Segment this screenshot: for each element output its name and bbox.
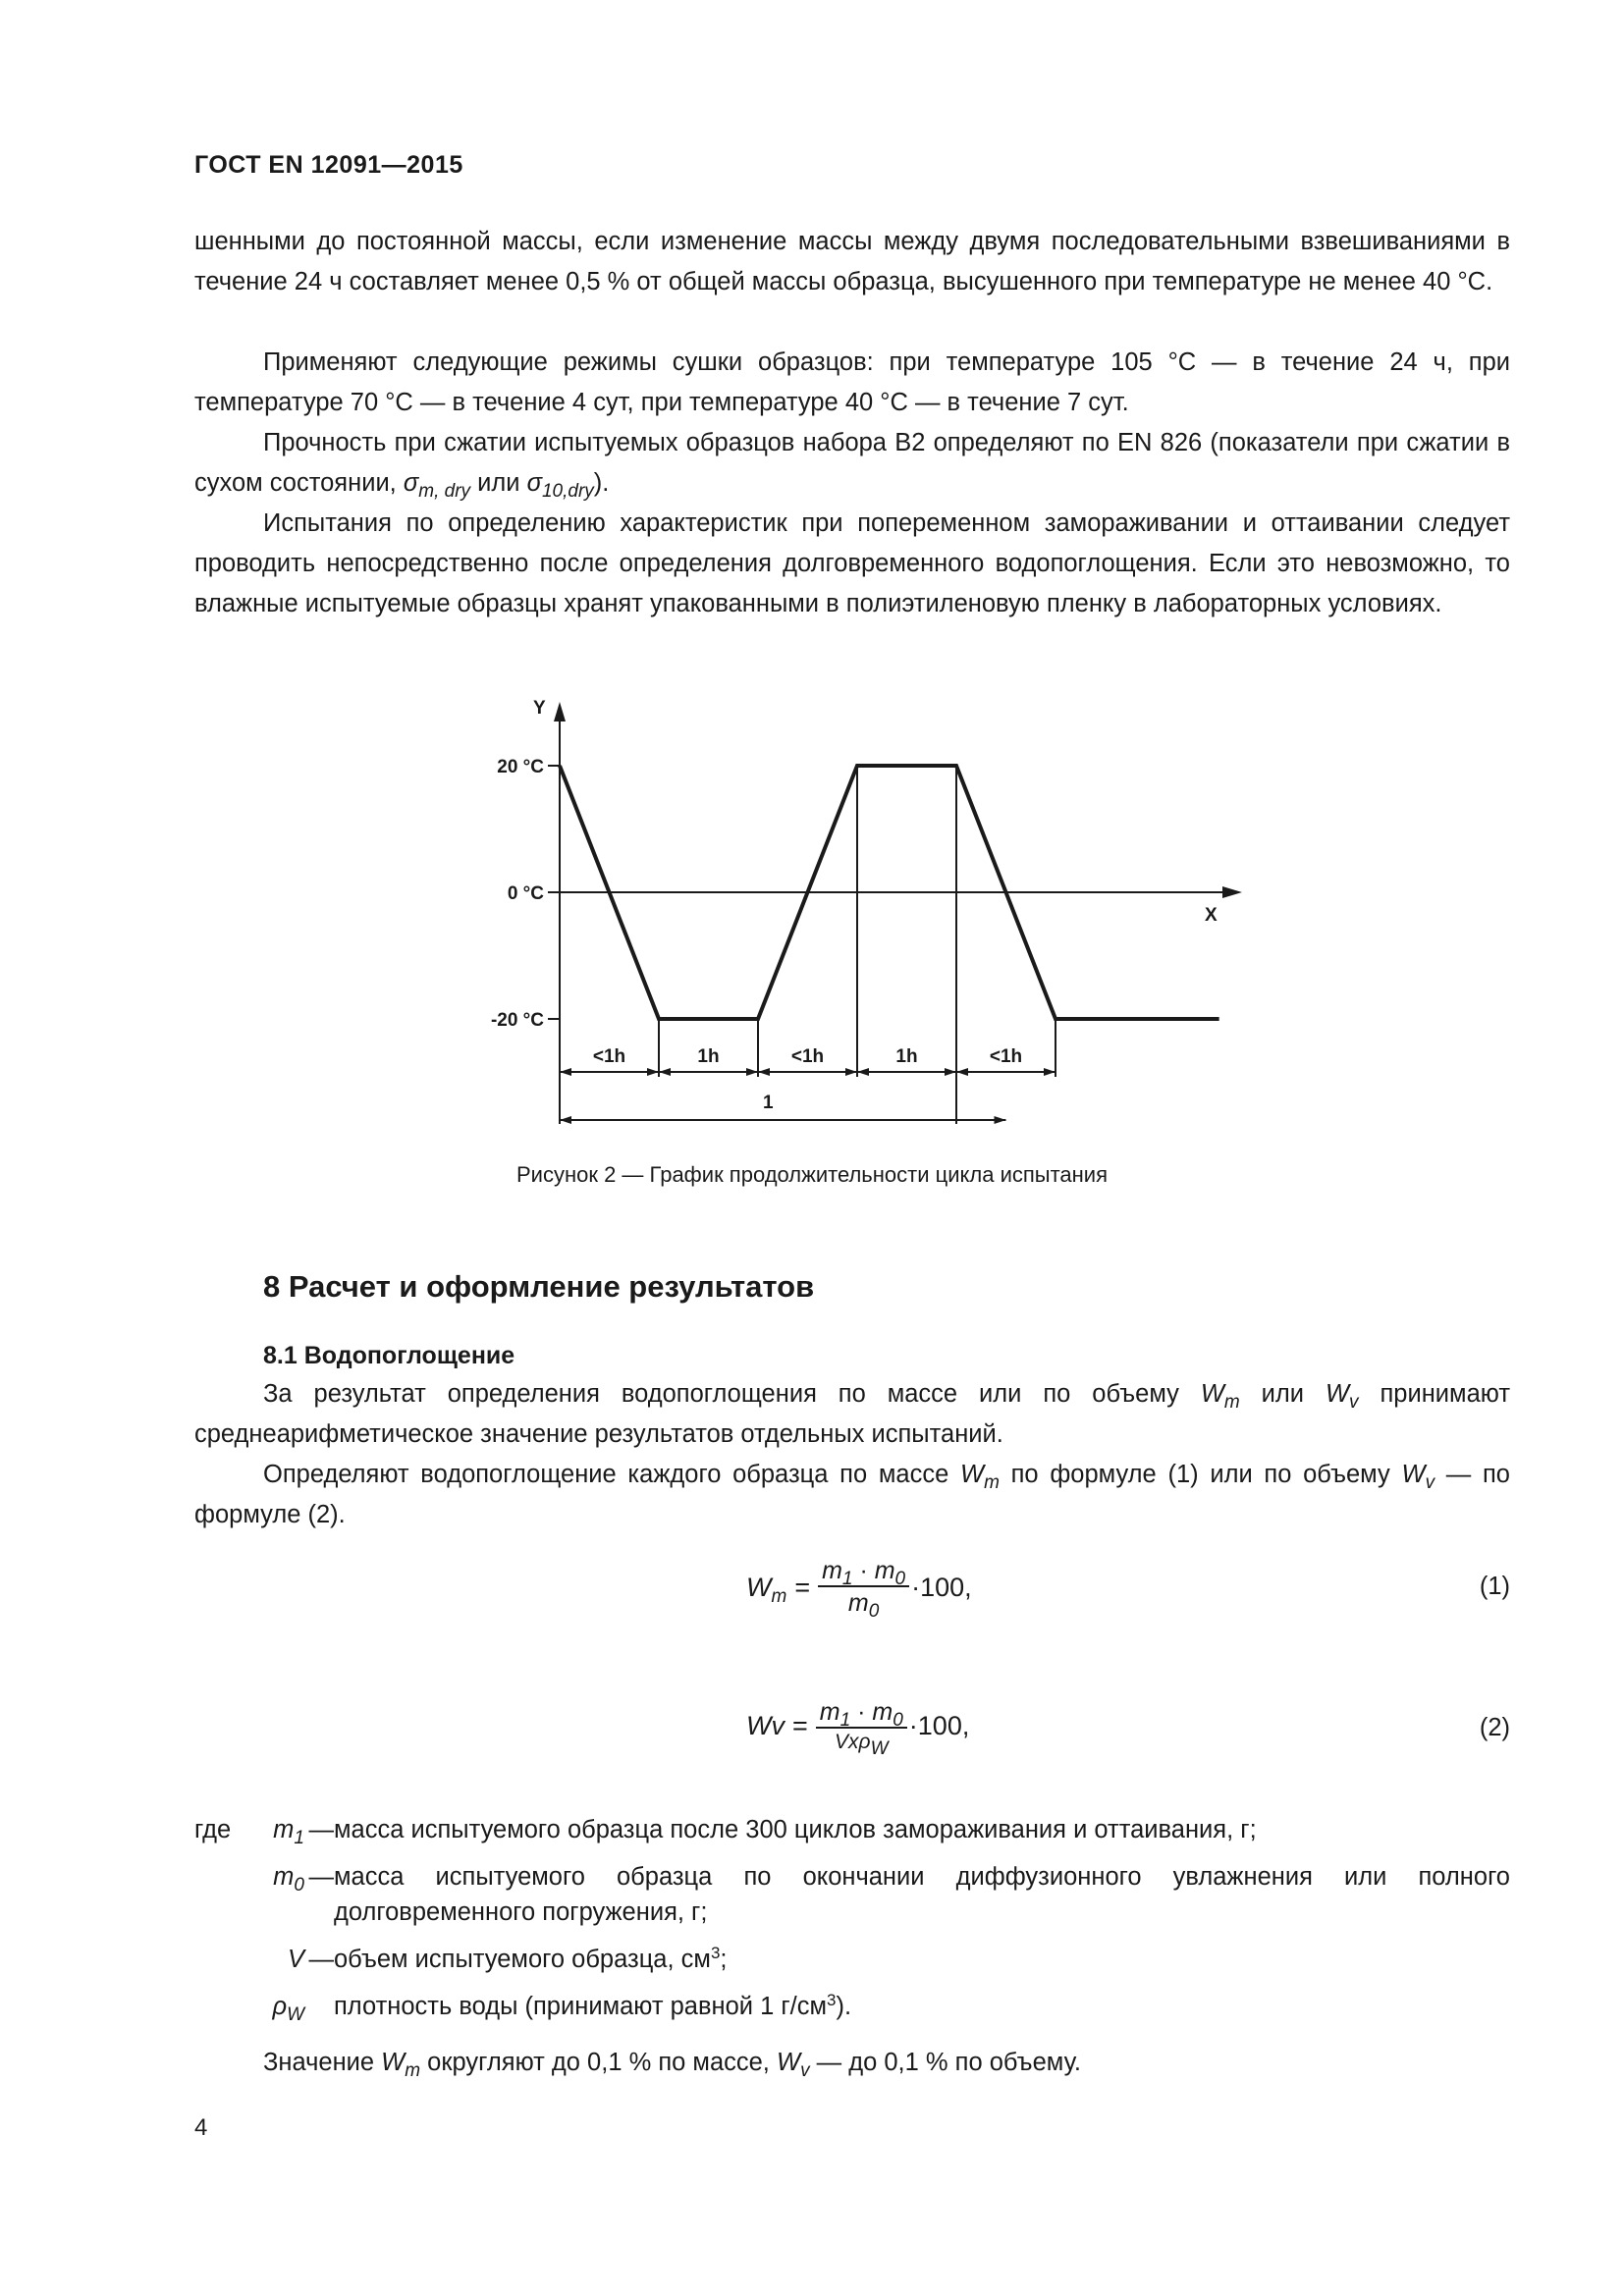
interval-label: <1h bbox=[989, 1046, 1023, 1067]
interval-label: 1h bbox=[697, 1046, 720, 1067]
document-code-header: ГОСТ EN 12091—2015 bbox=[194, 151, 463, 179]
paragraph-freeze-thaw-testing: Испытания по определению характеристик при попеременном замораживании и оттаивании следует проводить непосредственно после определения долговременного водопоглощения. Если это невозможно, то влажные испытуемые образцы хранят упакованными в полиэтиленовую пленку в лабораторных условиях. bbox=[194, 509, 1510, 617]
equation-number-1: (1) bbox=[1479, 1573, 1510, 1600]
legend-item-m1: где $m_1$ — масса испытуемого образца после 300 циклов замораживания и оттаивания, г; bbox=[194, 1816, 1257, 1848]
figure-caption: Рисунок 2 — График продолжительности цикла испытания bbox=[515, 1162, 1109, 1187]
test-cycle-figure bbox=[452, 692, 1257, 1144]
y-tick-label: 0 °C bbox=[507, 883, 544, 904]
interval-dimension-arrow-head-left bbox=[857, 1068, 869, 1076]
y-axis-label: Y bbox=[533, 698, 546, 719]
paragraph-drying-criterion: шенными до постоянной массы, если изменение массы между двумя последовательными взвешиваниями в течение 24 ч составляет менее 0,5 % от общей массы образца, высушенного при температуре не менее 40 °С. bbox=[194, 228, 1510, 295]
interval-dimension-arrow-head-left bbox=[560, 1068, 571, 1076]
y-tick-label: -20 °C bbox=[490, 1010, 544, 1031]
interval-dimension-arrow-head-right bbox=[845, 1068, 857, 1076]
equation-number-2: (2) bbox=[1479, 1714, 1510, 1741]
cycle-dimension-arrow-head-left bbox=[560, 1116, 571, 1124]
interval-label: 1h bbox=[895, 1046, 918, 1067]
x-axis-arrow bbox=[1222, 886, 1242, 898]
paragraph-result-definition: За результат определения водопоглощения по массе или по объему $W_m$ или $W_v$ принимают среднеарифметическое значение результатов отдельных испытаний. bbox=[194, 1380, 1510, 1448]
section-heading: 8 Расчет и оформление результатов bbox=[263, 1269, 815, 1304]
formula-1-mass-absorption: $W_m$ = $\frac{m_1 \cdot m_0}{m_0}$ ·100, bbox=[746, 1557, 972, 1622]
interval-dimension-arrow-head-right bbox=[647, 1068, 659, 1076]
interval-label: <1h bbox=[790, 1046, 825, 1067]
legend-item-m0: $m_0$ — масса испытуемого образца по окончании диффузионного увлажнения или полного долговременного погружения, г; bbox=[273, 1863, 1510, 1926]
interval-dimension-arrow-head-left bbox=[758, 1068, 770, 1076]
where-legend bbox=[194, 1812, 1510, 2036]
interval-dimension-arrow-head-right bbox=[945, 1068, 956, 1076]
interval-dimension-arrow-head-right bbox=[1044, 1068, 1056, 1076]
paragraph-drying-modes: Применяют следующие режимы сушки образцов: при температуре 105 °С — в течение 24 ч, при температуре 70 °С — в течение 4 сут, при температуре 40 °С — в течение 7 сут. bbox=[194, 348, 1510, 416]
cycle-dimension-arrow-head-right bbox=[995, 1116, 1006, 1124]
interval-dimension-arrow-head-left bbox=[659, 1068, 671, 1076]
legend-item-volume: V — объем испытуемого образца, $см^3$; bbox=[287, 1944, 728, 1973]
cycle-chart bbox=[452, 692, 1257, 1144]
interval-dimension-arrow-head-right bbox=[746, 1068, 758, 1076]
y-tick-label: 20 °C bbox=[497, 757, 544, 777]
x-axis-label: X bbox=[1205, 905, 1218, 926]
interval-dimension-arrow-head-left bbox=[956, 1068, 968, 1076]
paragraph-rounding: Значение $W_m$ округляют до 0,1 % по массе, $W_v$ — до 0,1 % по объему. bbox=[263, 2049, 1081, 2081]
formula-2-volume-absorption: Wv = $\frac{m_1 \cdot m_0}{Vx\rho_W}$ ·100, bbox=[746, 1698, 970, 1759]
page-number: 4 bbox=[194, 2114, 208, 2141]
paragraph-formula-reference: Определяют водопоглощение каждого образца по массе $W_m$ по формуле (1) или по объему $W_v$ — по формуле (2). bbox=[194, 1461, 1510, 1528]
subsection-heading: 8.1 Водопоглощение bbox=[263, 1342, 515, 1369]
legend-item-water-density: $\rho_W$ плотность воды (принимают равной 1 $г/см^3$). bbox=[272, 1991, 852, 2025]
y-axis-arrow bbox=[554, 702, 566, 721]
paragraph-compressive-strength: Прочность при сжатии испытуемых образцов набора В2 определяют по EN 826 (показатели при сжатии в сухом состоянии, $\sigma_{m, dry}$ или $\sigma_{10,dry}$). bbox=[194, 429, 1510, 502]
cycle-label: 1 bbox=[762, 1093, 774, 1113]
interval-label: <1h bbox=[592, 1046, 626, 1067]
